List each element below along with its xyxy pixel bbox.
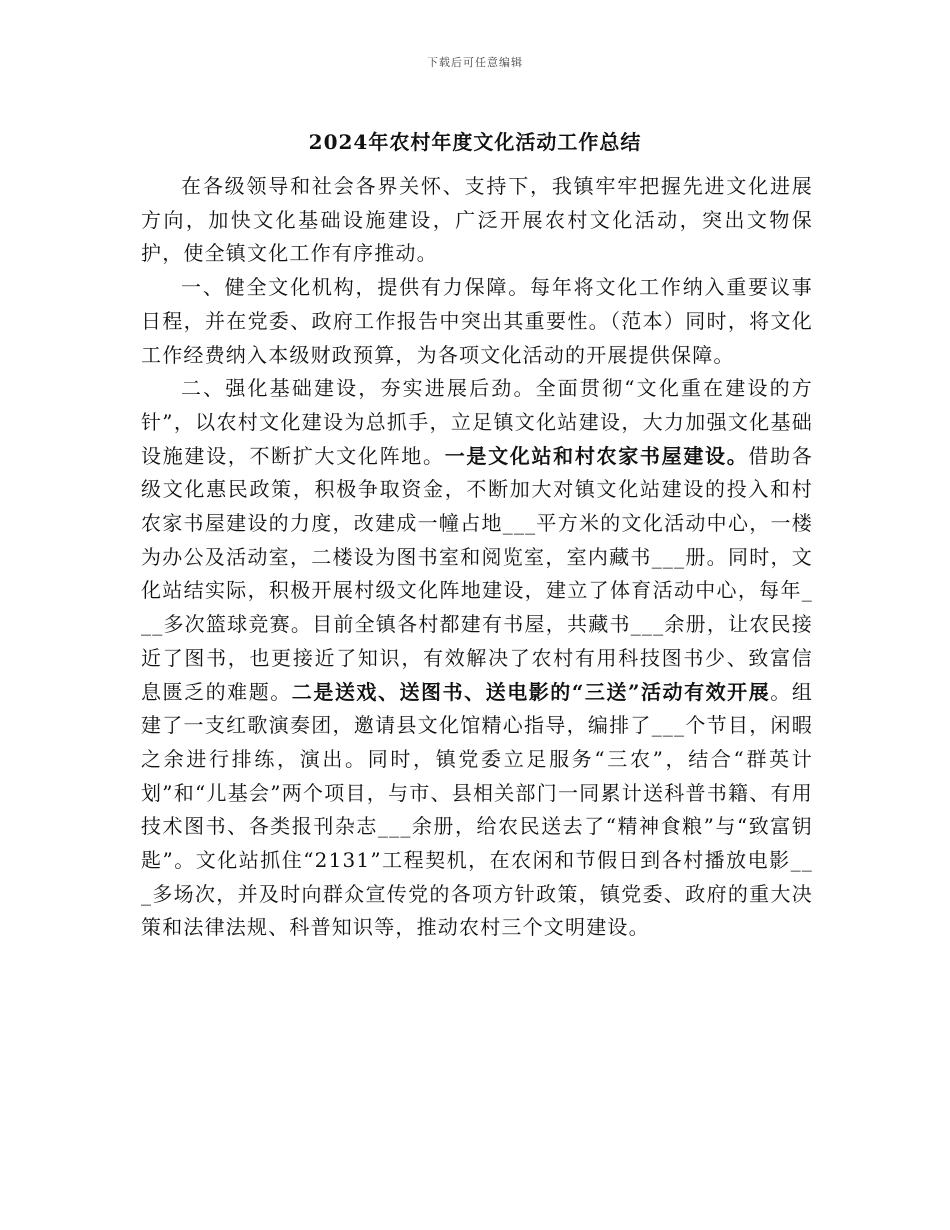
document-title: 2024年农村年度文化活动工作总结 — [308, 130, 642, 154]
point-1-heading-mark: 。 — [726, 443, 749, 468]
section-1-paragraph: 一、健全文化机构，提供有力保障。每年将文化工作纳入重要议事日程，并在党委、政府工作报告中突出其重要性。（范本）同时，将文化工作经费纳入本级财政预算，为各项文化活动的开展提供保障。 — [141, 275, 813, 367]
section-2-lead: 二、强化基础建设，夯实进展后劲。全面贯彻“文化重在建设的方针”，以农村文化建设为总抓手，立足镇文化站建设，大力加强文化基础设施建设，不断扩大文化阵地。 — [141, 376, 813, 468]
point-1-text: 借助各级文化惠民政策，积极争取资金，不断加大对镇文化站建设的投入和村农家书屋建设的力度，改建成一幢占地___平方米的文化活动中心，一楼为办公及活动室，二楼设为图书室和阅览室，室内藏书___册。同时，文化站结实际，积极开展村级文化阵地建设，建立了体育活动中心，每年___多次篮球竞赛。目前全镇各村都建有书屋，共藏书___余册，让农民接近了图书，也更接近了知识，有效解决了农村有用科技图书少、致富信息匮乏的难题。 — [141, 443, 813, 704]
point-1-heading: 一是文化站和村农家书屋建设 — [444, 443, 727, 468]
point-2-text: 组建了一支红歌演奏团，邀请县文化馆精心指导，编排了___个节目，闲暇之余进行排练，演出。同时，镇党委立足服务“三农”，结合“群英计划”和“儿基会”两个项目，与市、县相关部门一同累计送科普书籍、有用技术图书、各类报刊杂志___余册，给农民送去了“精神食粮”与“致富钥匙”。文化站抓住“2131”工程契机，在农闲和节假日到各村播放电影___多场次，并及时向群众宣传党的各项方针政策，镇党委、政府的重大决策和法律法规、科普知识等，推动农村三个文明建设。 — [141, 679, 814, 940]
page-header-note: 下载后可任意编辑 — [427, 56, 523, 69]
document-body — [141, 170, 813, 945]
intro-paragraph: 在各级领导和社会各界关怀、支持下，我镇牢牢把握先进文化进展方向，加快文化基础设施建设，广泛开展农村文化活动，突出文物保护，使全镇文化工作有序推动。 — [141, 174, 813, 266]
section-2-paragraph — [141, 372, 813, 945]
point-2-heading-mark: 。 — [770, 679, 792, 704]
point-2-heading: 二是送戏、送图书、送电影的“三送”活动有效开展 — [291, 679, 771, 704]
